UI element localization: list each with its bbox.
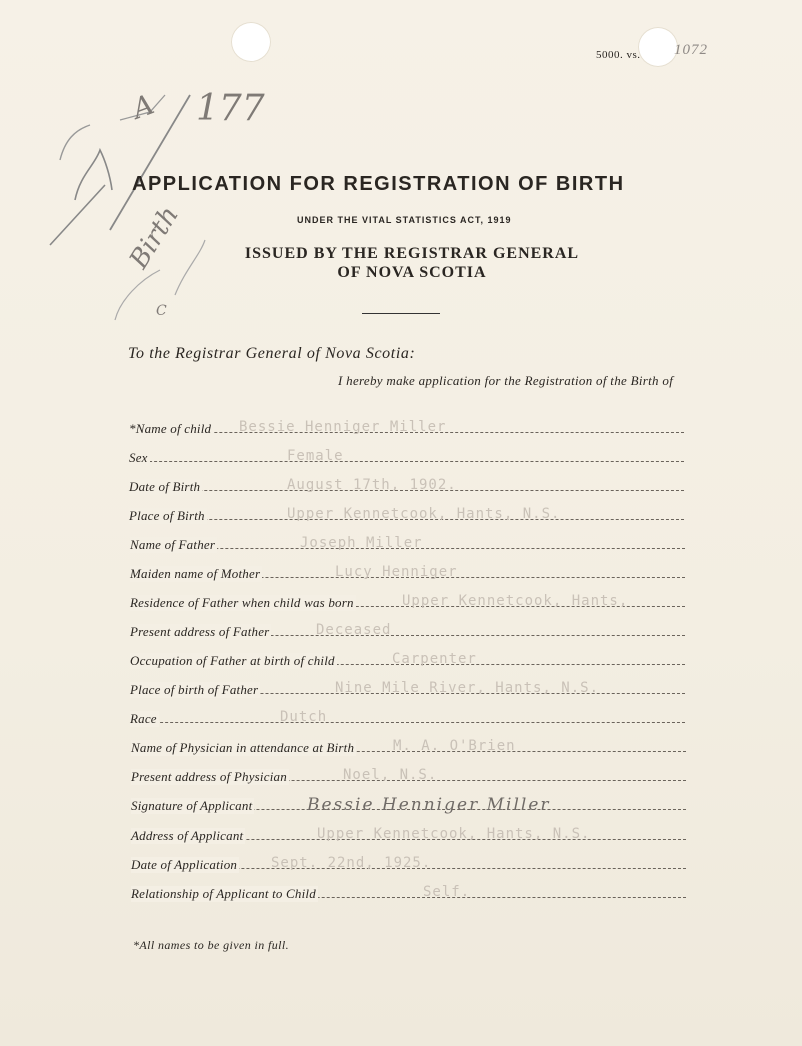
field-name-of-child: [129, 416, 684, 438]
field-place-of-birth-of-father: [130, 677, 685, 699]
field-occupation-of-father: [130, 648, 685, 670]
field-label: Signature of Applicant: [131, 798, 253, 813]
margin-note-birth: Birth: [124, 201, 185, 274]
applicant-signature: Bessie Henniger Miller: [307, 795, 551, 815]
field-signature-of-applicant: [131, 793, 686, 815]
field-value: August 17th, 1902.: [287, 477, 457, 493]
field-value: Lucy Henniger: [335, 564, 458, 580]
field-value: Nine Mile River, Hants, N.S.: [335, 680, 600, 696]
title-rule: [362, 313, 440, 314]
field-label: Race: [130, 711, 157, 726]
field-value: Deceased: [316, 622, 392, 638]
field-residence-of-father: [130, 590, 685, 612]
field-label: Name of Father: [130, 537, 216, 552]
field-label: Occupation of Father at birth of child: [130, 653, 335, 668]
field-place-of-birth: [129, 503, 684, 525]
declaration: I hereby make application for the Registration of the Birth of: [338, 373, 674, 388]
margin-note-a: A: [127, 87, 159, 126]
field-maiden-name-of-mother: [130, 561, 685, 583]
field-value: Dutch: [280, 709, 328, 725]
field-value: Carpenter: [392, 651, 477, 667]
issuer-line-1: ISSUED BY THE REGISTRAR GENERAL: [244, 245, 580, 262]
field-address-of-applicant: [131, 823, 686, 845]
field-label: Maiden name of Mother: [130, 566, 261, 581]
field-value: Self.: [423, 884, 471, 900]
field-value: Joseph Miller: [300, 535, 423, 551]
field-label: *Name of child: [129, 421, 212, 436]
field-value: M. A. O'Brien: [393, 738, 516, 754]
field-label: Date of Birth: [129, 479, 201, 494]
field-date-of-birth: [129, 474, 684, 496]
field-label: Name of Physician in attendance at Birth: [131, 740, 355, 755]
pen-form-number: 1072: [674, 42, 708, 58]
field-date-of-application: [131, 852, 686, 874]
field-value: Noel, N.S.: [343, 767, 438, 783]
field-label: Date of Application: [131, 857, 238, 872]
field-value: Upper Kennetcook, Hants, N.S.: [317, 826, 591, 842]
field-label: Sex: [129, 450, 148, 465]
field-label: Place of birth of Father: [130, 682, 259, 697]
field-label: Address of Applicant: [131, 828, 244, 843]
field-label: Place of Birth: [129, 508, 205, 523]
field-name-of-physician: [131, 735, 686, 757]
field-present-address-of-father: [130, 619, 685, 641]
field-value: Sept. 22nd, 1925.: [271, 855, 432, 871]
footnote: *All names to be given in full.: [133, 938, 290, 952]
field-present-address-of-physician: [131, 764, 686, 786]
form-number: 5000. vs.: [596, 49, 641, 61]
field-relationship-to-child: [131, 881, 686, 903]
field-name-of-father: [130, 532, 685, 554]
field-label: Present address of Physician: [131, 769, 287, 784]
field-value: Female: [287, 448, 344, 464]
form-subtitle: UNDER THE VITAL STATISTICS ACT, 1919: [297, 215, 512, 225]
margin-note-c: C: [156, 303, 167, 319]
margin-number-177: 177: [196, 88, 265, 129]
issuer-line-2: OF NOVA SCOTIA: [337, 264, 487, 281]
field-label: Relationship of Applicant to Child: [131, 886, 316, 901]
field-value: Upper Kennetcook, Hants,: [402, 593, 629, 609]
field-value: Upper Kennetcook, Hants, N.S.: [287, 506, 561, 522]
field-label: Residence of Father when child was born: [130, 595, 354, 610]
salutation: To the Registrar General of Nova Scotia:: [128, 345, 416, 362]
form-title: APPLICATION FOR REGISTRATION OF BIRTH: [132, 173, 625, 195]
field-label: Present address of Father: [130, 624, 270, 639]
field-value: Bessie Henniger Miller: [239, 419, 447, 435]
field-race: [130, 706, 685, 728]
field-sex: [129, 445, 684, 467]
